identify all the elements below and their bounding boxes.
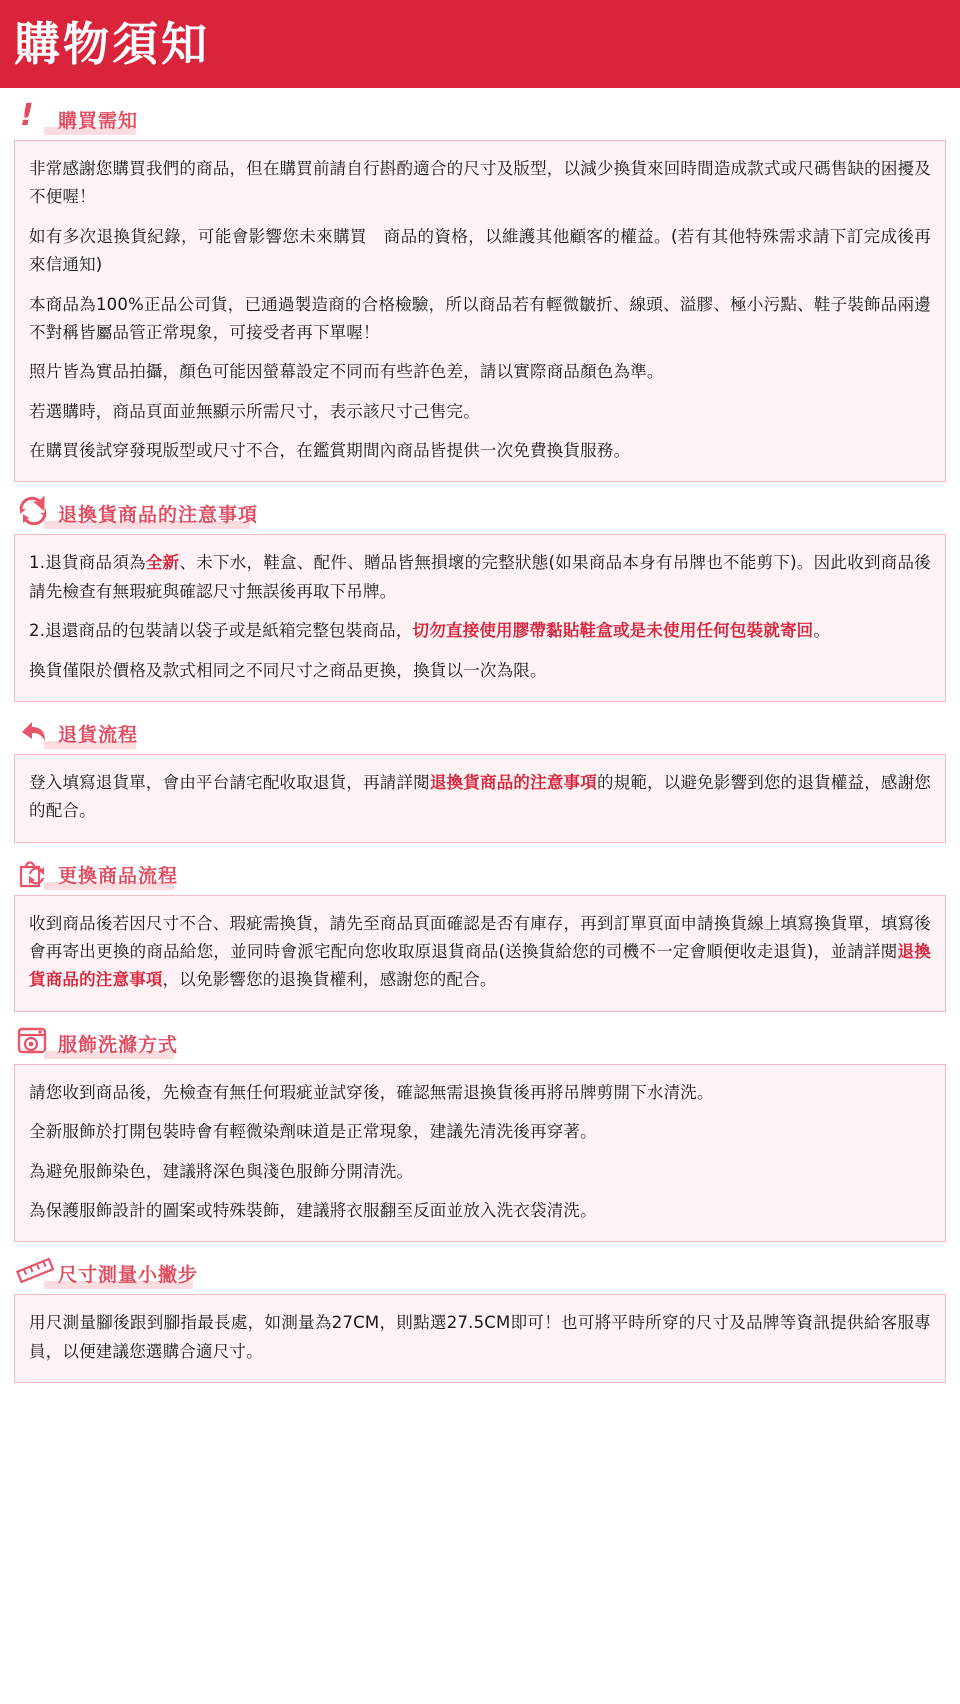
section-body: [14, 895, 946, 1012]
section-body: [14, 754, 946, 843]
body-text: 1.退貨商品須為: [29, 553, 146, 573]
notice-paragraph: [29, 1197, 931, 1225]
notice-paragraph: [29, 223, 931, 280]
highlighted-text: 退換貨商品的注意事項: [429, 772, 597, 792]
section-body: [14, 534, 946, 702]
notice-paragraph: [29, 1079, 931, 1107]
section-header: [14, 1012, 946, 1064]
notice-paragraph: [29, 657, 931, 685]
body-text: 為保護服飾設計的圖案或特殊裝飾，建議將衣服翻至反面並放入洗衣袋清洗。: [29, 1200, 597, 1220]
notice-paragraph: [29, 398, 931, 426]
notice-paragraph: [29, 910, 931, 995]
body-text: 收到商品後若因尺寸不合、瑕疵需換貨，請先至商品頁面確認是否有庫存，再到訂單頁面申請換貨線上填寫換貨單，填寫後會再寄出更換的商品給您，並同時會派宅配向您收取原退貨商品(送換貨給您的司機不一定會順便收走退貨)，並請詳閱: [29, 913, 931, 961]
body-text: 如有多次退換貨紀錄，可能會影響您未來購買 商品的資格，以維護其他顧客的權益。(若有其他特殊需求請下訂完成後再來信通知): [29, 226, 931, 275]
sections-container: [0, 88, 960, 1383]
notice-paragraph: [29, 1118, 931, 1146]
notice-paragraph: [29, 358, 931, 386]
highlighted-text: 全新: [145, 553, 180, 573]
section-title: 退換貨商品的注意事項: [58, 504, 259, 527]
notice-section: [0, 1242, 960, 1383]
section-header: [14, 1242, 946, 1294]
body-text: 非常感謝您購買我們的商品，但在購買前請自行斟酌適合的尺寸及版型，以減少換貨來回時間造成款式或尺碼售缺的困擾及不便喔！: [29, 159, 931, 207]
highlighted-text: 切勿直接使用膠帶黏貼鞋盒或是未使用任何包裝就寄回: [412, 621, 814, 641]
notice-paragraph: [29, 437, 931, 465]
body-text: 用尺測量腳後跟到腳指最長處，如測量為27CM，則點選27.5CM即可！也可將平時所穿的尺寸及品牌等資訊提供給客服專員，以便建議您選購合適尺寸。: [29, 1313, 931, 1361]
section-title: 更換商品流程: [58, 864, 179, 887]
body-text: 。: [813, 621, 831, 641]
notice-paragraph: [29, 1158, 931, 1186]
body-text: 本商品為100%正品公司貨，已通過製造商的合格檢驗，所以商品若有輕微皺折、線頭、溢膠、極小污點、鞋子裝飾品兩邊不對稱皆屬品管正常現象，可接受者再下單喔！: [29, 294, 931, 342]
notice-paragraph: [29, 291, 931, 348]
page-title: 購物須知: [14, 17, 210, 71]
body-text: 在購買後試穿發現版型或尺寸不合，在鑑賞期間內商品皆提供一次免費換貨服務。: [29, 441, 631, 460]
body-text: 登入填寫退貨單，會由平台請宅配收取退貨，再請詳閱: [29, 772, 430, 792]
body-text: 、未下水，鞋盒、配件、贈品皆無損壞的完整狀態(如果商品本身有吊牌也不能剪下)。因此收到商品後請先檢查有無瑕疵與確認尺寸無誤後再取下吊牌。: [29, 553, 932, 601]
body-text: 若選購時，商品頁面並無顯示所需尺寸，表示該尺寸己售完。: [29, 401, 480, 421]
body-text: 請您收到商品後，先檢查有無任何瑕疵並試穿後，確認無需退換貨後再將吊牌剪開下水清洗。: [29, 1082, 714, 1102]
page-banner: [0, 0, 960, 88]
body-text: 全新服飾於打開包裝時會有輕微染劑味道是正常現象，建議先清洗後再穿著。: [29, 1122, 597, 1142]
section-header: [14, 843, 946, 895]
notice-section: [0, 1012, 960, 1243]
notice-paragraph: [29, 155, 931, 212]
notice-section: [0, 843, 960, 1012]
notice-paragraph: [29, 769, 931, 826]
section-header: [14, 702, 946, 754]
section-body: [14, 1064, 946, 1243]
notice-section: [0, 88, 960, 482]
body-text: 2.退還商品的包裝請以袋子或是紙箱完整包裝商品，: [29, 621, 413, 641]
notice-paragraph: [29, 1309, 931, 1366]
section-body: [14, 1294, 946, 1383]
body-text: 的規範，以避免影響到您的退貨權益，感謝您的配合。: [29, 772, 932, 821]
body-text: 換貨僅限於價格及款式相同之不同尺寸之商品更換，換貨以一次為限。: [29, 660, 547, 680]
section-header: [14, 482, 946, 534]
section-title: 購買需知: [58, 110, 139, 132]
section-title: 尺寸測量小撇步: [58, 1264, 199, 1287]
section-body: [14, 140, 946, 482]
notice-paragraph: [29, 617, 931, 645]
section-title: 退貨流程: [58, 723, 139, 746]
body-text: 為避免服飾染色，建議將深色與淺色服飾分開清洗。: [29, 1161, 414, 1181]
highlighted-text: 退換貨商品的注意事項: [29, 942, 931, 990]
body-text: 照片皆為實品拍攝，顏色可能因螢幕設定不同而有些許色差，請以實際商品顏色為準。: [29, 362, 664, 382]
section-header: [14, 88, 946, 140]
section-title: 服飾洗滌方式: [58, 1033, 179, 1056]
notice-section: [0, 702, 960, 843]
body-text: ，以免影響您的退換貨權利，感謝您的配合。: [162, 970, 497, 990]
notice-section: [0, 482, 960, 702]
notice-paragraph: [29, 549, 931, 606]
